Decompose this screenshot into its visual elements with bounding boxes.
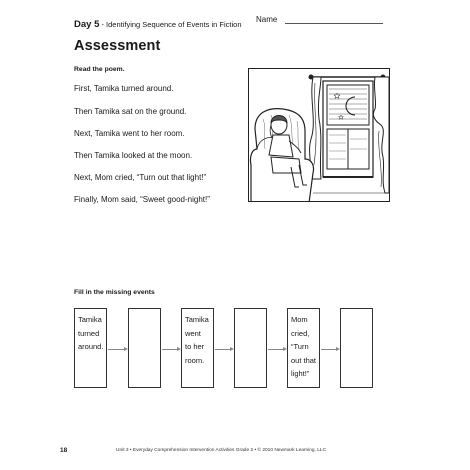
sequence-box-5 [287,308,320,388]
name-label: Name [256,15,278,24]
lesson-subtitle: - Identifying Sequence of Events in Fiction [99,20,242,29]
page-header [74,14,404,28]
poem-line: Finally, Mom said, “Sweet good-night!” [74,195,210,204]
poem-line: Next, Tamika went to her room. [74,129,185,138]
sequence-box-2-blank[interactable] [128,308,161,388]
page-title: Assessment [74,38,161,54]
sequence-box-1 [74,308,107,388]
box-text-line: “Turn [291,342,309,351]
footer-credit: Unit 3 • Everyday Comprehension Intervention Activities Grade 2 • © 2010 Newmark Learning, LLC [116,448,327,453]
box-text-line: turned [78,328,100,338]
poem-line: First, Tamika turned around. [74,84,174,93]
box-text-line: light!” [291,369,310,378]
box-text-line: Mom [291,315,308,324]
arrow-icon [108,347,128,351]
arrow-icon [162,347,181,351]
poem-line: Then Tamika sat on the ground. [74,107,187,116]
poem-line: Then Tamika looked at the moon. [74,151,193,160]
day-label: Day 5 [74,19,100,30]
girl-looking-at-moon-illustration [248,68,390,202]
box-text-line: Tamika [78,315,102,324]
box-text-line: out that [291,355,317,365]
name-line[interactable] [285,23,383,24]
page-number: 18 [60,447,68,454]
arrow-icon [268,347,287,351]
read-instruction: Read the poem. [74,66,125,73]
fill-instruction: Fill in the missing events [74,289,155,296]
box-text-line: to her [185,342,205,351]
arrow-icon [215,347,234,351]
box-text-line: Tamika [185,315,209,324]
sequence-box-4-blank[interactable] [234,308,267,388]
box-text-line: went [185,328,201,338]
poem-line: Next, Mom cried, “Turn out that light!” [74,173,207,182]
sequence-box-6-blank[interactable] [340,308,373,388]
box-text-line: around. [78,342,104,351]
arrow-icon [321,347,340,351]
box-text-line: cried, [291,328,310,338]
box-text-line: room. [185,355,205,365]
sequence-box-3 [181,308,214,388]
